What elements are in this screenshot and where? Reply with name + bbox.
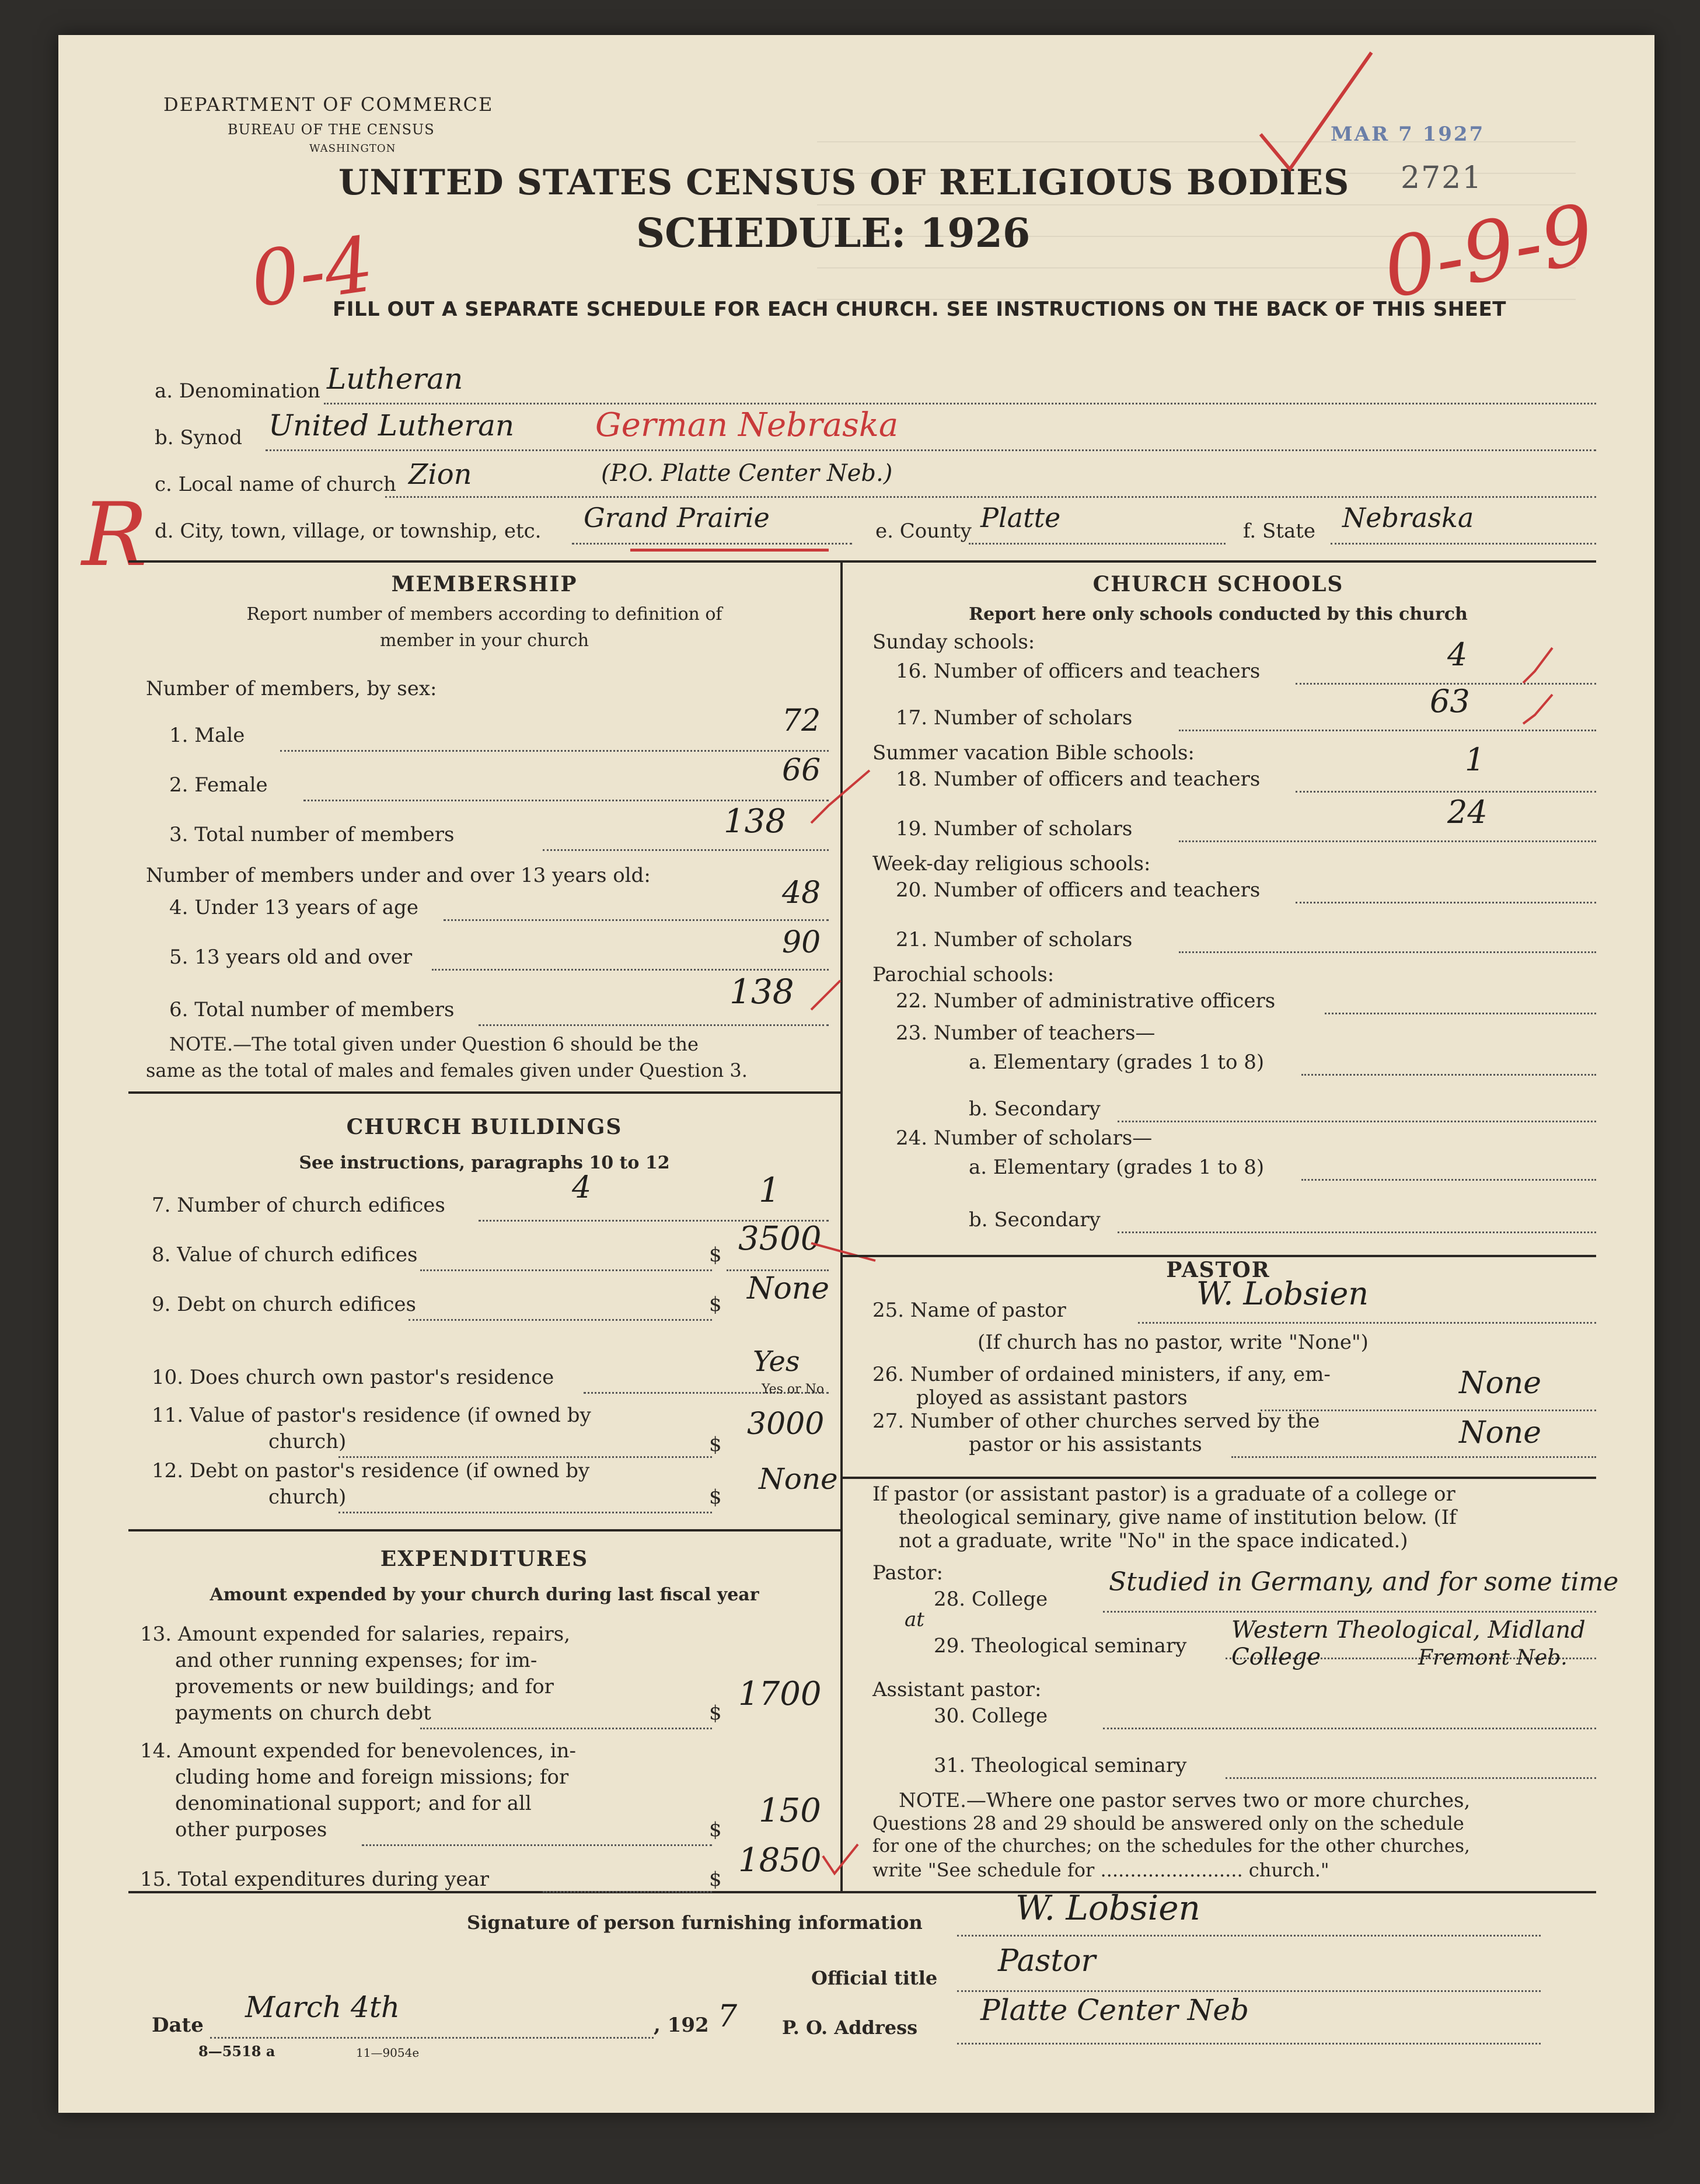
po-address-value: Platte Center Neb	[980, 1993, 1249, 2027]
red-mark-left: 0-4	[245, 219, 379, 325]
q25-value: W. Lobsien	[1196, 1275, 1369, 1312]
date-value: March 4th	[245, 1990, 400, 2024]
q22-line	[1325, 1013, 1596, 1014]
red-check-mark	[1249, 47, 1383, 187]
q23a-line	[1301, 1074, 1596, 1076]
q2-female-value: 66	[782, 753, 821, 788]
q26-label-a: 26. Number of ordained ministers, if any, em-	[872, 1363, 1331, 1386]
q11-label-b: church)	[268, 1430, 347, 1453]
q9-label: 9. Debt on church edifices	[152, 1293, 416, 1316]
q23-label: 23. Number of teachers—	[896, 1021, 1156, 1045]
schools-divider	[840, 1255, 1596, 1257]
q19-value: 24	[1447, 794, 1488, 831]
q14-dollar: $	[709, 1818, 722, 1841]
q12-value: None	[759, 1462, 838, 1496]
q9-value: None	[747, 1271, 830, 1306]
q10-hint: Yes or No	[762, 1382, 825, 1397]
state-label: f. State	[1243, 519, 1315, 543]
state-value: Nebraska	[1342, 502, 1474, 533]
q14-line	[362, 1844, 712, 1846]
pastor-note-3: for one of the churches; on the schedules for the other churches,	[872, 1836, 1470, 1857]
official-title-line	[957, 1990, 1541, 1992]
q8-dollar: $	[709, 1243, 722, 1267]
signature-value: W. Lobsien	[1015, 1888, 1200, 1928]
buildings-divider	[128, 1529, 840, 1531]
q29-value: Western Theological, Midland College	[1231, 1617, 1586, 1670]
q17-value: 63	[1430, 683, 1470, 720]
q4-under13-label: 4. Under 13 years of age	[169, 896, 418, 919]
weekday-schools-label: Week-day religious schools:	[872, 852, 1151, 875]
red-mark-r: R	[82, 484, 148, 586]
buildings-sub: See instructions, paragraphs 10 to 12	[299, 1153, 670, 1173]
q20-label: 20. Number of officers and teachers	[896, 878, 1261, 902]
q31-label: 31. Theological seminary	[934, 1754, 1187, 1777]
q26-value: None	[1459, 1366, 1542, 1401]
q23b-line	[1118, 1121, 1596, 1122]
pastor-note-1: NOTE.—Where one pastor serves two or more churches,	[899, 1789, 1471, 1812]
pastor-note-2: Questions 28 and 29 should be answered only on the schedule	[872, 1812, 1464, 1834]
graduate-note-3: not a graduate, write "No" in the space indicated.)	[899, 1529, 1408, 1552]
membership-note-1: NOTE.—The total given under Question 6 should be the	[169, 1033, 699, 1055]
q27-label-b: pastor or his assistants	[969, 1433, 1202, 1456]
q3-total-label: 3. Total number of members	[169, 823, 455, 846]
q21-label: 21. Number of scholars	[896, 928, 1133, 951]
q13-value: 1700	[738, 1675, 822, 1713]
q15-label: 15. Total expenditures during year	[140, 1868, 490, 1891]
q4-under13-value: 48	[782, 875, 821, 910]
membership-divider	[128, 1091, 840, 1094]
received-stamp-number: 2721	[1401, 161, 1483, 196]
signature-label: Signature of person furnishing information	[467, 1911, 923, 1934]
bureau-name: BUREAU OF THE CENSUS	[228, 121, 435, 138]
date-label: Date	[152, 2014, 204, 2037]
q11-dollar: $	[709, 1433, 722, 1456]
q9-dollar: $	[709, 1293, 722, 1316]
q29-at-mark: at	[905, 1608, 924, 1631]
membership-sub-2: member in your church	[379, 630, 589, 651]
q26-label-b: ployed as assistant pastors	[916, 1386, 1188, 1410]
city-label: d. City, town, village, or township, etc.	[155, 519, 542, 543]
q16-label: 16. Number of officers and teachers	[896, 660, 1261, 683]
instruction-banner: FILL OUT A SEPARATE SCHEDULE FOR EACH CHURCH. SEE INSTRUCTIONS ON THE BACK OF THIS SHEET	[333, 298, 1506, 321]
q15-value: 1850	[738, 1841, 822, 1879]
q24-label: 24. Number of scholars—	[896, 1126, 1153, 1150]
church-postoffice-value: (P.O. Platte Center Neb.)	[601, 460, 893, 487]
q13-line	[420, 1728, 712, 1729]
q13-label-2: and other running expenses; for im-	[175, 1649, 537, 1672]
form-title: UNITED STATES CENSUS OF RELIGIOUS BODIES	[338, 162, 1350, 203]
census-schedule-sheet	[58, 35, 1654, 2113]
form-number: 8—5518 a	[198, 2043, 275, 2060]
synod-district-value: German Nebraska	[595, 406, 899, 444]
frame-top	[128, 560, 1596, 563]
q23b-label: b. Secondary	[969, 1097, 1101, 1121]
q2-female-label: 2. Female	[169, 773, 268, 797]
synod-line	[266, 449, 1596, 451]
pastor-note-4: write "See schedule for ........................ church."	[872, 1859, 1329, 1881]
graduate-note-2: theological seminary, give name of institution below. (If	[899, 1506, 1457, 1529]
year-prefix: , 192	[654, 2014, 709, 2037]
q28-value: Studied in Germany, and for some time	[1109, 1567, 1619, 1597]
pastor-divider	[840, 1477, 1596, 1479]
red-underline	[630, 549, 829, 552]
po-address-label: P. O. Address	[782, 2016, 918, 2039]
q20-line	[1296, 902, 1596, 903]
q3-line	[543, 849, 829, 851]
q14-label-2: cluding home and foreign missions; for	[175, 1766, 569, 1789]
q29-label: 29. Theological seminary	[934, 1634, 1187, 1658]
received-stamp-date: MAR 7 1927	[1331, 123, 1485, 146]
church-name-line	[385, 496, 1596, 498]
q19-label: 19. Number of scholars	[896, 817, 1133, 840]
q15-dollar: $	[709, 1868, 722, 1891]
schools-heading: CHURCH SCHOOLS	[1092, 572, 1344, 596]
q13-label-1: 13. Amount expended for salaries, repairs,	[140, 1623, 571, 1646]
denomination-value: Lutheran	[327, 362, 463, 396]
county-value: Platte	[980, 502, 1061, 533]
q24a-label: a. Elementary (grades 1 to 8)	[969, 1156, 1265, 1179]
form-number-2: 11—9054e	[356, 2046, 420, 2060]
q5-over13-label: 5. 13 years old and over	[169, 946, 413, 969]
state-line	[1331, 543, 1596, 545]
q1-line	[280, 750, 829, 752]
q9-line	[409, 1319, 712, 1321]
q8-label: 8. Value of church edifices	[152, 1243, 418, 1267]
q14-value: 150	[759, 1792, 821, 1830]
q25-label: 25. Name of pastor	[872, 1299, 1066, 1322]
signature-line	[957, 1935, 1541, 1937]
membership-heading: MEMBERSHIP	[391, 572, 578, 596]
q6-total-value: 138	[729, 972, 794, 1011]
expenditures-sub: Amount expended by your church during last fiscal year	[210, 1585, 759, 1605]
denomination-label: a. Denomination	[155, 379, 320, 403]
q16-value: 4	[1447, 636, 1468, 673]
q18-value: 1	[1465, 741, 1485, 778]
po-address-line	[957, 2043, 1541, 2045]
membership-note-2: same as the total of males and females given under Question 3.	[146, 1059, 748, 1081]
red-mark-right: 0-9-9	[1376, 186, 1601, 318]
denomination-line	[324, 403, 1596, 404]
q12-label-b: church)	[268, 1485, 347, 1509]
q1-male-value: 72	[782, 703, 821, 738]
q8-value: 3500	[738, 1220, 822, 1258]
pastor-heading: PASTOR	[1166, 1258, 1270, 1282]
synod-label: b. Synod	[155, 426, 243, 449]
parochial-schools-label: Parochial schools:	[872, 963, 1055, 986]
q5-over13-value: 90	[782, 925, 821, 960]
sunday-schools-label: Sunday schools:	[872, 630, 1035, 654]
expenditures-heading: EXPENDITURES	[380, 1547, 589, 1571]
q28-label: 28. College	[934, 1588, 1048, 1611]
q12-line	[338, 1512, 712, 1513]
q13-dollar: $	[709, 1701, 722, 1725]
q11-label-a: 11. Value of pastor's residence (if owned by	[152, 1404, 591, 1427]
pastor-sublabel: Pastor:	[872, 1561, 943, 1585]
q3-total-value: 138	[724, 803, 786, 840]
members-by-sex-label: Number of members, by sex:	[146, 677, 437, 700]
q18-line	[1296, 791, 1596, 793]
county-label: e. County	[875, 519, 972, 543]
q14-label-4: other purposes	[175, 1818, 327, 1841]
membership-sub-1: Report number of members according to definition of	[246, 604, 722, 625]
q13-label-4: payments on church debt	[175, 1701, 431, 1725]
q30-line	[1103, 1728, 1596, 1729]
q7-value: 1	[759, 1170, 780, 1210]
q11-line	[338, 1456, 712, 1458]
city-value: Grand Prairie	[584, 502, 770, 533]
buildings-heading: CHURCH BUILDINGS	[346, 1115, 623, 1139]
q14-label-3: denominational support; and for all	[175, 1792, 532, 1815]
q27-value: None	[1459, 1415, 1542, 1450]
q14-label-1: 14. Amount expended for benevolences, in-	[140, 1739, 577, 1763]
q5-line	[432, 969, 829, 971]
q27-label-a: 27. Number of other churches served by the	[872, 1410, 1320, 1433]
year-digit: 7	[718, 1999, 738, 2034]
red-tick-marks-left	[805, 759, 910, 1897]
church-name-label: c. Local name of church	[155, 473, 396, 496]
q8-line	[420, 1269, 712, 1271]
q10-label: 10. Does church own pastor's residence	[152, 1366, 554, 1389]
assistant-sublabel: Assistant pastor:	[872, 1678, 1042, 1701]
q27-line	[1231, 1456, 1596, 1458]
q23a-label: a. Elementary (grades 1 to 8)	[969, 1051, 1265, 1074]
bureau-city: WASHINGTON	[309, 142, 396, 155]
q25-line	[1138, 1322, 1596, 1324]
schedule-title: SCHEDULE: 1926	[636, 210, 1031, 257]
q10-value: Yes	[753, 1345, 800, 1378]
red-tick-marks-right	[1517, 636, 1593, 753]
city-line	[572, 543, 852, 545]
q7-label: 7. Number of church edifices	[152, 1194, 445, 1217]
q19-line	[1179, 840, 1596, 842]
q29-value-location: Fremont Neb.	[1418, 1646, 1568, 1670]
graduate-note-1: If pastor (or assistant pastor) is a graduate of a college or	[872, 1482, 1455, 1506]
q15-line	[543, 1891, 712, 1893]
q21-line	[1179, 951, 1596, 953]
q7-mark: 4	[572, 1170, 592, 1205]
summer-schools-label: Summer vacation Bible schools:	[872, 741, 1195, 765]
church-name-value: Zion	[409, 458, 472, 491]
q24b-line	[1118, 1231, 1596, 1233]
q31-line	[1226, 1777, 1596, 1779]
q12-dollar: $	[709, 1485, 722, 1509]
synod-value: United Lutheran	[268, 409, 515, 442]
date-line	[210, 2037, 654, 2039]
q1-male-label: 1. Male	[169, 724, 245, 747]
q22-label: 22. Number of administrative officers	[896, 989, 1276, 1013]
q28-line	[1103, 1611, 1596, 1613]
q6-line	[479, 1024, 829, 1026]
q24a-line	[1301, 1179, 1596, 1181]
q4-line	[444, 919, 829, 921]
q13-label-3: provements or new buildings; and for	[175, 1675, 554, 1698]
county-line	[969, 543, 1226, 545]
q6-total-label: 6. Total number of members	[169, 998, 455, 1021]
q12-label-a: 12. Debt on pastor's residence (if owned by	[152, 1459, 590, 1482]
q25-note: (If church has no pastor, write "None")	[978, 1331, 1369, 1354]
q18-label: 18. Number of officers and teachers	[896, 767, 1261, 791]
q24b-label: b. Secondary	[969, 1208, 1101, 1231]
q30-label: 30. College	[934, 1704, 1048, 1728]
dept-name: DEPARTMENT OF COMMERCE	[163, 93, 494, 116]
q11-value: 3000	[747, 1407, 825, 1442]
schools-sub: Report here only schools conducted by this church	[969, 604, 1468, 625]
q17-label: 17. Number of scholars	[896, 706, 1133, 730]
official-title-value: Pastor	[998, 1944, 1096, 1979]
official-title-label: Official title	[811, 1967, 938, 1989]
q2-line	[303, 800, 829, 801]
members-by-age-label: Number of members under and over 13 years old:	[146, 864, 651, 887]
